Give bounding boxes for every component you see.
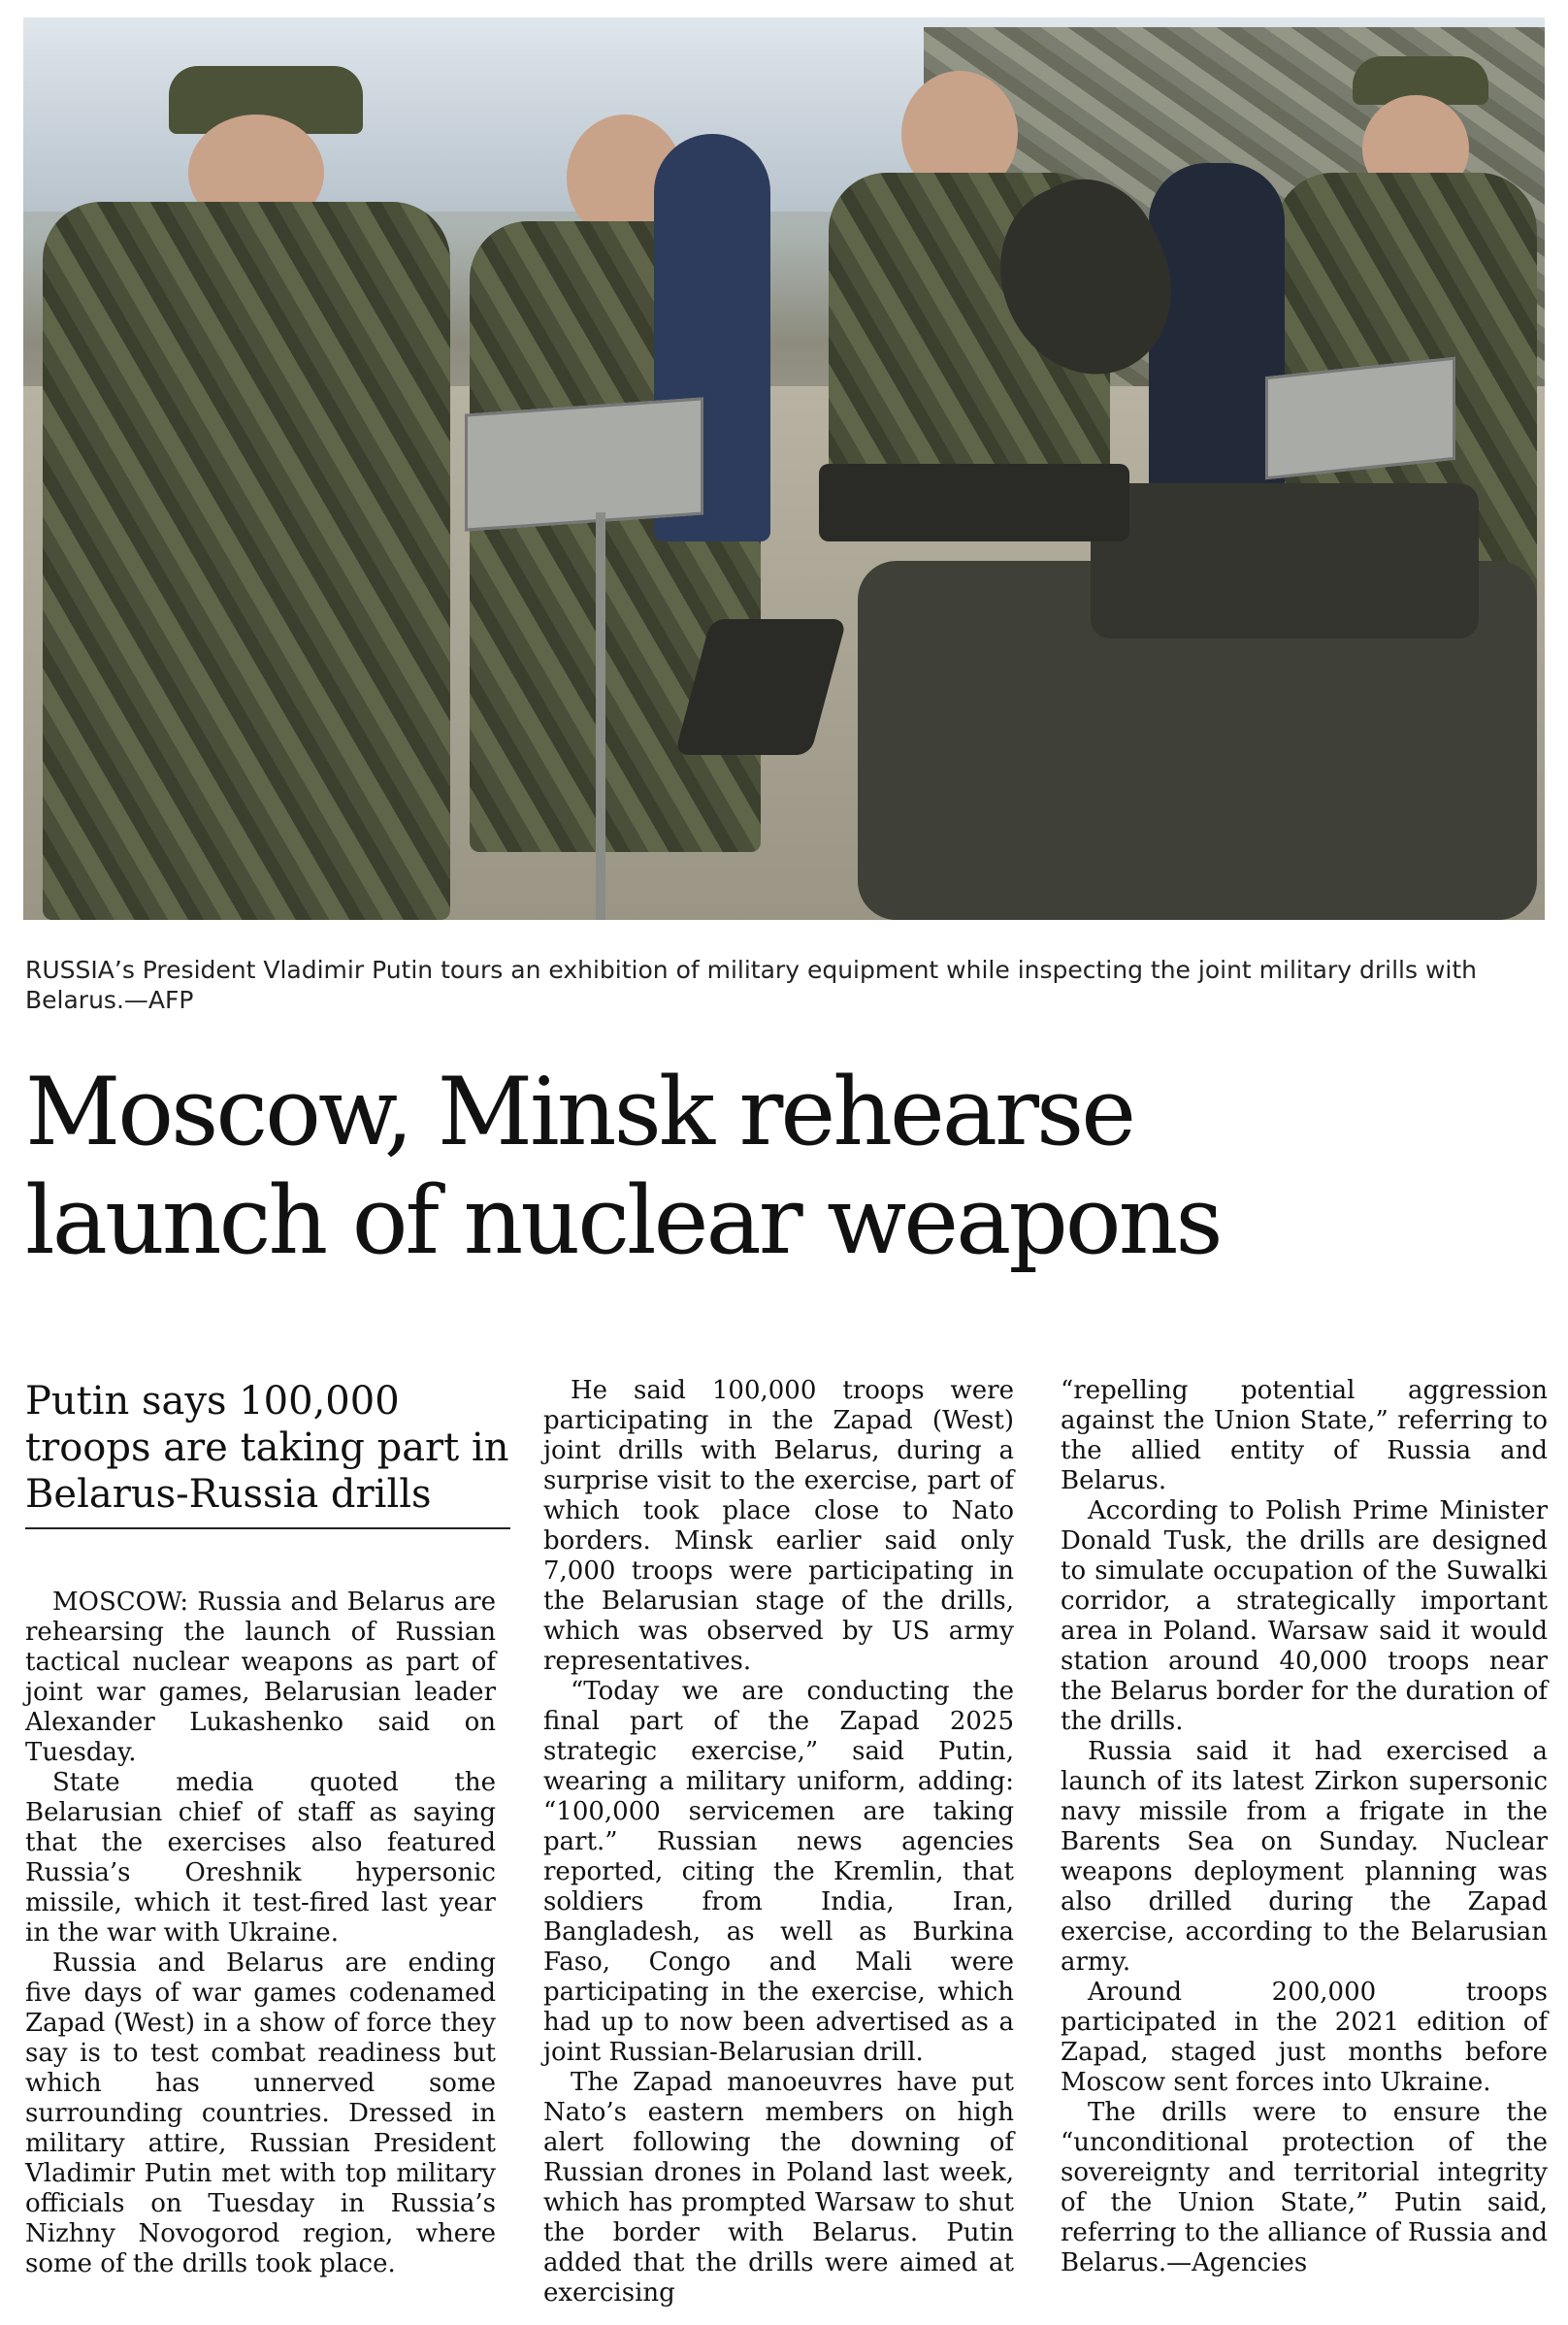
subheadline: Putin says 100,000 troops are taking part in Belarus-Russia drills: [25, 1378, 510, 1529]
news-photo: [23, 17, 1545, 920]
paragraph: He said 100,000 troops were participating in the Zapad (West) joint drills with Belarus, during a surprise visit to the exercise, part of which took place close to Nato borders. Minsk earlier said only 7,000 troops were participating in the Belarusian stage of the drills, which was observed by US army representatives.: [543, 1376, 1014, 1676]
article-column-1: [25, 1588, 496, 2279]
officer-figure: [43, 202, 450, 920]
article-column-3: [1061, 1376, 1548, 2278]
motorcycle-rack: [819, 464, 1129, 541]
motorcycle-headlight-guard: [1091, 483, 1479, 639]
sign-stand: [465, 397, 703, 531]
paragraph: The drills were to ensure the “unconditional protection of the sovereignty and territorial integrity of the Union State,” Putin said, referring to the alliance of Russia and Belarus.—Agencies: [1061, 2098, 1548, 2277]
article-column-2: [543, 1376, 1014, 2309]
sign-stand: [1265, 357, 1455, 480]
paragraph: MOSCOW: Russia and Belarus are rehearsing the launch of Russian tactical nuclear weapons as part of joint war games, Belarusian leader Alexander Lukashenko said on Tuesday.: [25, 1588, 496, 1767]
paragraph: “Today we are conducting the final part of the Zapad 2025 strategic exercise,” said Putin, wearing a military uniform, adding: “100,000 servicemen are taking part.” Russian news agencies reported, citing the Kremlin, that soldiers from India, Iran, Bangladesh, as well as Burkina Faso, Congo and Mali were participating in the exercise, which had up to now been advertised as a joint Russian-Belarusian drill.: [543, 1677, 1014, 2067]
headline-line-2: launch of nuclear weapons: [25, 1166, 1221, 1275]
bystander-figure: [1149, 163, 1285, 532]
headline-line-1: Moscow, Minsk rehearse: [25, 1058, 1134, 1166]
paragraph: “repelling potential aggression against the Union State,” referring to the allied entity of Russia and Belarus.: [1061, 1376, 1548, 1495]
photo-caption: RUSSIA’s President Vladimir Putin tours an exhibition of military equipment while inspecting the joint military drills with Belarus.—AFP: [25, 956, 1477, 1014]
paragraph: Russia said it had exercised a launch of its latest Zirkon supersonic navy missile from a frigate in the Barents Sea on Sunday. Nuclear weapons deployment planning was also drilled during the Zapad exercise, according to the Belarusian army.: [1061, 1737, 1548, 1977]
paragraph: Russia and Belarus are ending five days of war games codenamed Zapad (West) in a show of force they say is to test combat readiness but which has unnerved some surrounding countries. Dressed in military attire, Russian President Vladimir Putin met with top military officials on Tuesday in Russia’s Nizhny Novogorod region, where some of the drills took place.: [25, 1948, 496, 2278]
paragraph: State media quoted the Belarusian chief of staff as saying that the exercises also featured Russia’s Oreshnik hypersonic missile, which it test-fired last year in the war with Ukraine.: [25, 1768, 496, 1948]
headline: [25, 1058, 1549, 1275]
sign-pole: [596, 512, 605, 920]
paragraph: Around 200,000 troops participated in the 2021 edition of Zapad, staged just months before Moscow sent forces into Ukraine.: [1061, 1978, 1548, 2097]
paragraph: The Zapad manoeuvres have put Nato’s eastern members on high alert following the downing of Russian drones in Poland last week, which has prompted Warsaw to shut the border with Belarus. Putin added that the drills were aimed at exercising: [543, 2068, 1014, 2308]
paragraph: According to Polish Prime Minister Donald Tusk, the drills are designed to simulate occupation of the Suwalki corridor, a strategically important area in Poland. Warsaw said it would station around 40,000 troops near the Belarus border for the duration of the drills.: [1061, 1496, 1548, 1736]
